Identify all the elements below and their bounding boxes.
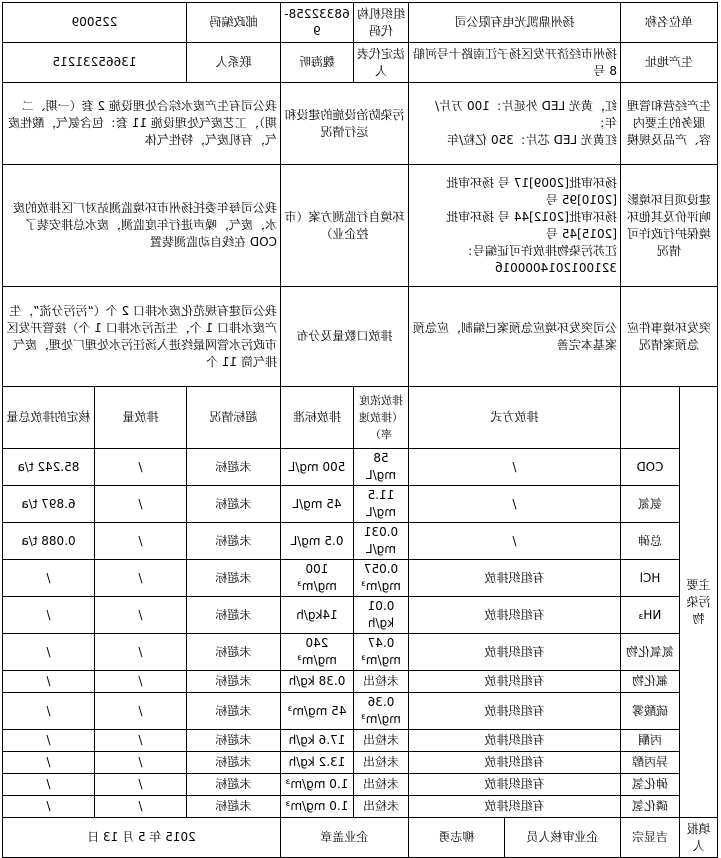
eia-value: 扬环审批[2009]17 号 扬环审批[2010]95 号 扬环审批[2012]44 号 扬环审批[2015]45 号 江苏污染物排放许可证编号： 321001201400001б xyxy=(408,165,620,287)
pollutant-name-cell: HCl xyxy=(620,560,679,597)
method-cell: 有组织排放 xyxy=(408,730,620,752)
business-value: 红，黄光 LED 外延片：100 万片/年； 红黄光 LED 芯片：350 亿粒/年 xyxy=(408,83,620,165)
method-cell: 有组织排放 xyxy=(408,634,620,671)
amount-cell: / xyxy=(94,634,186,671)
concentration-cell: 58 mg/L xyxy=(353,449,408,486)
concentration-cell: 11.5 mg/L xyxy=(353,486,408,523)
col-exceed: 超标情况 xyxy=(186,387,280,449)
address-label: 生产地址 xyxy=(620,43,717,83)
approved-total-cell: / xyxy=(2,634,94,671)
org-code-label: 组织机构代码 xyxy=(353,3,408,43)
org-code-value: 68332258-9 xyxy=(280,3,353,43)
eia-label: 建设项目环境影响评价及其他环境保护行政许可情况 xyxy=(620,165,717,287)
emergency-value: 公司突发环境应急预案已编制，应急预案基本完善 xyxy=(408,287,620,387)
amount-cell: / xyxy=(94,671,186,693)
approved-total-cell: / xyxy=(2,560,94,597)
mirrored-form-page xyxy=(0,2,721,853)
method-cell: 有组织排放 xyxy=(408,597,620,634)
pollutant-name-cell: 丙酮 xyxy=(620,730,679,752)
unit-name-label: 单位名称 xyxy=(620,3,717,43)
exceed-cell: 未超标 xyxy=(186,597,280,634)
filler-label: 填报人 xyxy=(680,818,718,858)
approved-total-cell: 0.088 t/a xyxy=(2,523,94,560)
pollutant-row xyxy=(2,523,717,560)
concentration-cell: 0.01 kg/h xyxy=(353,597,408,634)
pollutant-row xyxy=(2,730,717,752)
unit-name-value: 扬州鼎凯光电有限公司 xyxy=(408,3,620,43)
eia-row xyxy=(2,165,717,287)
col-amount: 排放量 xyxy=(94,387,186,449)
approved-total-cell: / xyxy=(2,597,94,634)
amount-cell: / xyxy=(94,774,186,796)
standard-cell: 1.0 mg/m³ xyxy=(280,774,353,796)
pollutant-name-header xyxy=(620,387,679,449)
concentration-cell: 未检出 xyxy=(353,752,408,774)
pollutant-name-cell: 磷化氢 xyxy=(620,796,679,818)
col-approved-total: 核定的排放总量 xyxy=(2,387,94,449)
approved-total-cell: / xyxy=(2,752,94,774)
monitoring-label: 环境自行监测方案（市控企业） xyxy=(280,165,408,287)
standard-cell: 14kg/h xyxy=(280,597,353,634)
exceed-cell: 未超标 xyxy=(186,634,280,671)
concentration-cell: 未检出 xyxy=(353,774,408,796)
filler-value: 吉显宗 xyxy=(620,818,679,858)
pollutant-name-cell: NH₃ xyxy=(620,597,679,634)
environmental-info-table xyxy=(2,2,718,858)
contact-label: 联系人 xyxy=(186,43,280,83)
amount-cell: / xyxy=(94,730,186,752)
pollutant-name-cell: 氮氧化物 xyxy=(620,634,679,671)
pollutant-name-cell: 氟化物 xyxy=(620,671,679,693)
exceed-cell: 未超标 xyxy=(186,560,280,597)
exceed-cell: 未超标 xyxy=(186,486,280,523)
concentration-cell: 未检出 xyxy=(353,796,408,818)
concentration-cell: 0.47 mg/m³ xyxy=(353,634,408,671)
legal-rep-label: 法定代表人 xyxy=(353,43,408,83)
exceed-cell: 未超标 xyxy=(186,796,280,818)
exceed-cell: 未超标 xyxy=(186,671,280,693)
amount-cell: / xyxy=(94,796,186,818)
amount-cell: / xyxy=(94,486,186,523)
pollutant-row xyxy=(2,597,717,634)
monitoring-value: 我公司每年委托扬州市环境监测站对厂区排放的废水，废气，噪声进行年度监测，废水总排安装了 COD 在线自动监测装置 xyxy=(2,165,280,287)
method-cell: / xyxy=(408,486,620,523)
pollutant-row xyxy=(2,693,717,730)
col-standard: 排放标准 xyxy=(280,387,353,449)
amount-cell: / xyxy=(94,449,186,486)
pollutant-section xyxy=(2,387,717,818)
approved-total-cell: / xyxy=(2,796,94,818)
outlet-label: 排放口数量及分布 xyxy=(280,287,408,387)
pollution-facility-value: 我公司有生产废水综合处理设施 2 套（一期、二期），工艺废气处理设施 11 套：包含氨气，酸性废气，有机废气，特性气体 xyxy=(2,83,280,165)
pollutant-row xyxy=(2,671,717,693)
col-concentration: 排放浓度（排放速率） xyxy=(353,387,408,449)
emergency-row xyxy=(2,287,717,387)
exceed-cell: 未超标 xyxy=(186,449,280,486)
contact-value: 13665231215 xyxy=(2,43,186,83)
concentration-cell: 0.031 mg/L xyxy=(353,523,408,560)
pollutant-name-cell: 硫酸雾 xyxy=(620,693,679,730)
pollutant-name-cell: 砷化氢 xyxy=(620,774,679,796)
amount-cell: / xyxy=(94,560,186,597)
standard-cell: 500 mg/L xyxy=(280,449,353,486)
concentration-cell: 0.057 mg/m³ xyxy=(353,560,408,597)
amount-cell: / xyxy=(94,752,186,774)
pollutant-name-cell: COD xyxy=(620,449,679,486)
approved-total-cell: / xyxy=(2,774,94,796)
standard-cell: 0.38 kg/h xyxy=(280,671,353,693)
amount-cell: / xyxy=(94,523,186,560)
col-method: 排放方式 xyxy=(408,387,620,449)
pollutant-group-label: 主要污染物 xyxy=(680,387,718,818)
approved-total-cell: / xyxy=(2,693,94,730)
pollutant-name-cell: 总砷 xyxy=(620,523,679,560)
date-value: 2015 年 5 月 13 日 xyxy=(2,818,280,858)
pollutant-header-row xyxy=(2,387,717,449)
method-cell: 有组织排放 xyxy=(408,560,620,597)
approved-total-cell: / xyxy=(2,730,94,752)
standard-cell: 100 mg/m³ xyxy=(280,560,353,597)
standard-cell: 45 mg/m³ xyxy=(280,693,353,730)
exceed-cell: 未超标 xyxy=(186,523,280,560)
legal-rep-value: 魏海昕 xyxy=(280,43,353,83)
pollutant-row xyxy=(2,634,717,671)
method-cell: 有组织排放 xyxy=(408,671,620,693)
method-cell: 有组织排放 xyxy=(408,796,620,818)
pollutant-row xyxy=(2,486,717,523)
method-cell: / xyxy=(408,449,620,486)
emergency-label: 突发环境事件应急预案情况 xyxy=(620,287,717,387)
business-row xyxy=(2,83,717,165)
amount-cell: / xyxy=(94,693,186,730)
pollutant-row xyxy=(2,796,717,818)
footer-row xyxy=(2,818,717,858)
standard-cell: 240 mg/m³ xyxy=(280,634,353,671)
postcode-value: 225009 xyxy=(2,3,186,43)
concentration-cell: 未检出 xyxy=(353,671,408,693)
reviewer-value: 柳志勇 xyxy=(408,818,504,858)
concentration-cell: 0.36 mg/m³ xyxy=(353,693,408,730)
standard-cell: 17.6 kg/h xyxy=(280,730,353,752)
header-row-1 xyxy=(2,3,717,43)
standard-cell: 0.5 mg/L xyxy=(280,523,353,560)
pollutant-row xyxy=(2,752,717,774)
seal-label: 企业盖章 xyxy=(280,818,408,858)
header-row-2 xyxy=(2,43,717,83)
postcode-label: 邮政编码 xyxy=(186,3,280,43)
pollutant-row xyxy=(2,449,717,486)
standard-cell: 1.0 mg/m³ xyxy=(280,796,353,818)
pollutant-row xyxy=(2,560,717,597)
method-cell: / xyxy=(408,523,620,560)
standard-cell: 13.2 kg/h xyxy=(280,752,353,774)
pollution-facility-label: 污染防治设施的建设和运行情况 xyxy=(280,83,408,165)
exceed-cell: 未超标 xyxy=(186,774,280,796)
amount-cell: / xyxy=(94,597,186,634)
pollutant-name-cell: 异丙醇 xyxy=(620,752,679,774)
exceed-cell: 未超标 xyxy=(186,693,280,730)
pollutant-name-cell: 氨氮 xyxy=(620,486,679,523)
business-label: 生产经营和管理服务的主要内容、产品及规模 xyxy=(620,83,717,165)
approved-total-cell: / xyxy=(2,671,94,693)
method-cell: 有组织排放 xyxy=(408,693,620,730)
standard-cell: 45 mg/L xyxy=(280,486,353,523)
method-cell: 有组织排放 xyxy=(408,774,620,796)
approved-total-cell: 85.242 t/a xyxy=(2,449,94,486)
exceed-cell: 未超标 xyxy=(186,730,280,752)
address-value: 扬州市经济开发区扬子江南路十号河船 8 号 xyxy=(408,43,620,83)
method-cell: 有组织排放 xyxy=(408,752,620,774)
reviewer-label: 企业审核人员 xyxy=(504,818,620,858)
outlet-value: 我公司建有规范化废水排口 2 个（“污污分流”，生产废水排口 1 个，生活污水排口 1 个）接管开发区市政污水管网最终进入汤汪污水处理厂处理，废气排气筒 11 个 xyxy=(2,287,280,387)
approved-total-cell: 6.897 t/a xyxy=(2,486,94,523)
pollutant-row xyxy=(2,774,717,796)
exceed-cell: 未超标 xyxy=(186,752,280,774)
concentration-cell: 未检出 xyxy=(353,730,408,752)
